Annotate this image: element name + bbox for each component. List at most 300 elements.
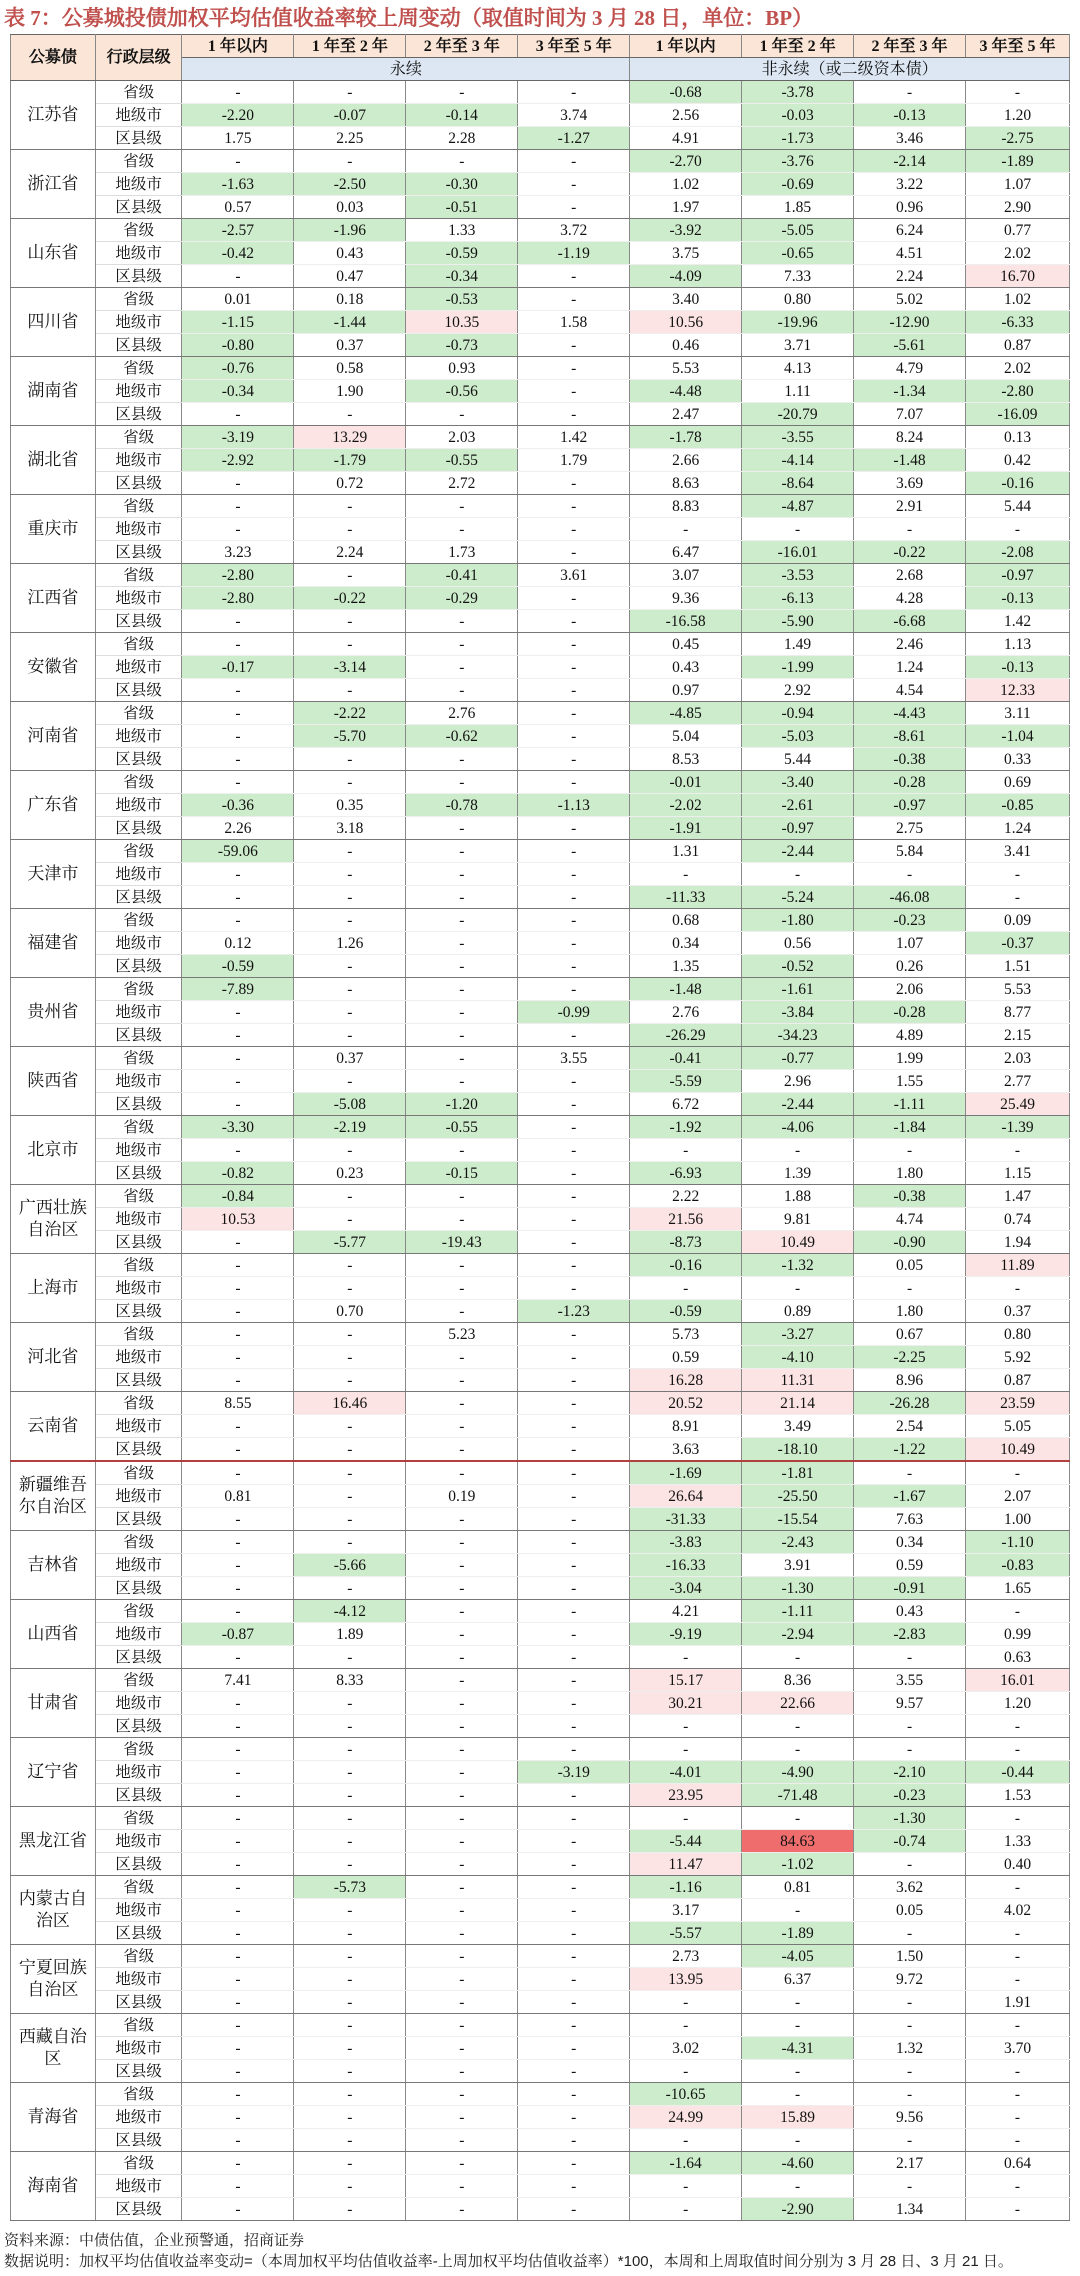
value-cell: - bbox=[182, 2037, 294, 2060]
value-cell: -2.70 bbox=[630, 150, 742, 173]
value-cell: - bbox=[182, 1231, 294, 1254]
value-cell: -0.74 bbox=[854, 1830, 966, 1853]
level-label: 省级 bbox=[95, 771, 182, 794]
level-label: 区县级 bbox=[95, 748, 182, 771]
value-cell: 2.46 bbox=[854, 633, 966, 656]
level-label: 省级 bbox=[95, 840, 182, 863]
value-cell: - bbox=[182, 2060, 294, 2083]
value-cell: - bbox=[854, 1139, 966, 1162]
value-cell: - bbox=[518, 2152, 630, 2175]
value-cell: - bbox=[518, 1646, 630, 1669]
value-cell: - bbox=[742, 518, 854, 541]
value-cell: 3.75 bbox=[630, 242, 742, 265]
value-cell: - bbox=[518, 886, 630, 909]
value-cell: - bbox=[294, 150, 406, 173]
value-cell: -4.85 bbox=[630, 702, 742, 725]
value-cell: -1.34 bbox=[854, 380, 966, 403]
value-cell: -0.36 bbox=[182, 794, 294, 817]
level-label: 省级 bbox=[95, 1323, 182, 1346]
value-cell: -59.06 bbox=[182, 840, 294, 863]
value-cell: - bbox=[294, 771, 406, 794]
value-cell: -1.13 bbox=[518, 794, 630, 817]
value-cell: - bbox=[182, 1277, 294, 1300]
value-cell: - bbox=[294, 1715, 406, 1738]
level-label: 地级市 bbox=[95, 1001, 182, 1024]
value-cell: - bbox=[742, 2129, 854, 2152]
value-cell: - bbox=[406, 1300, 518, 1323]
level-label: 区县级 bbox=[95, 1922, 182, 1945]
level-label: 区县级 bbox=[95, 955, 182, 978]
value-cell: 0.43 bbox=[630, 656, 742, 679]
level-label: 区县级 bbox=[95, 1231, 182, 1254]
value-cell: 0.37 bbox=[294, 1047, 406, 1070]
value-cell: -1.84 bbox=[854, 1116, 966, 1139]
value-cell: 3.69 bbox=[854, 472, 966, 495]
value-cell: -2.22 bbox=[294, 702, 406, 725]
province-name: 福建省 bbox=[11, 909, 96, 978]
value-cell: 1.58 bbox=[518, 311, 630, 334]
value-cell: - bbox=[518, 1531, 630, 1554]
value-cell: - bbox=[406, 1277, 518, 1300]
value-cell: 1.73 bbox=[406, 541, 518, 564]
value-cell: 5.05 bbox=[966, 1415, 1070, 1438]
province-name: 安徽省 bbox=[11, 633, 96, 702]
value-cell: - bbox=[518, 1323, 630, 1346]
value-cell: - bbox=[966, 1968, 1070, 1991]
value-cell: - bbox=[630, 2175, 742, 2198]
value-cell: - bbox=[182, 1646, 294, 1669]
value-cell: -3.78 bbox=[742, 81, 854, 104]
page-title: 表 7：公募城投债加权平均估值收益率较上周变动（取值时间为 3 月 28 日，单位：BP） bbox=[4, 6, 814, 30]
value-cell: - bbox=[966, 81, 1070, 104]
table-row bbox=[11, 1577, 1070, 1600]
value-cell: 1.42 bbox=[518, 426, 630, 449]
value-cell: -0.28 bbox=[854, 771, 966, 794]
value-cell: - bbox=[182, 610, 294, 633]
value-cell: - bbox=[294, 1415, 406, 1438]
value-cell: - bbox=[518, 1231, 630, 1254]
value-cell: - bbox=[182, 518, 294, 541]
value-cell: - bbox=[518, 173, 630, 196]
table-row bbox=[11, 702, 1070, 725]
table-row bbox=[11, 1231, 1070, 1254]
value-cell: 26.64 bbox=[630, 1485, 742, 1508]
value-cell: -0.85 bbox=[966, 794, 1070, 817]
level-label: 区县级 bbox=[95, 2060, 182, 2083]
value-cell: - bbox=[630, 1139, 742, 1162]
value-cell: - bbox=[518, 1600, 630, 1623]
level-label: 省级 bbox=[95, 1116, 182, 1139]
level-label: 地级市 bbox=[95, 173, 182, 196]
value-cell: - bbox=[294, 1323, 406, 1346]
value-cell: 21.56 bbox=[630, 1208, 742, 1231]
province-name: 浙江省 bbox=[11, 150, 96, 219]
value-cell: 9.81 bbox=[742, 1208, 854, 1231]
value-cell: - bbox=[518, 2106, 630, 2129]
table-row bbox=[11, 1162, 1070, 1185]
table-row bbox=[11, 472, 1070, 495]
value-cell: - bbox=[742, 1991, 854, 2014]
level-label: 地级市 bbox=[95, 1554, 182, 1577]
value-cell: -5.24 bbox=[742, 886, 854, 909]
value-cell: -0.01 bbox=[630, 771, 742, 794]
value-cell: 1.24 bbox=[966, 817, 1070, 840]
value-cell: - bbox=[406, 2175, 518, 2198]
province-name: 云南省 bbox=[11, 1392, 96, 1462]
value-cell: - bbox=[182, 1047, 294, 1070]
value-cell: - bbox=[406, 909, 518, 932]
value-cell: - bbox=[294, 1853, 406, 1876]
value-cell: 0.64 bbox=[966, 2152, 1070, 2175]
value-cell: 0.37 bbox=[966, 1300, 1070, 1323]
value-cell: - bbox=[406, 1508, 518, 1531]
value-cell: - bbox=[406, 1254, 518, 1277]
table-row bbox=[11, 1047, 1070, 1070]
value-cell: - bbox=[406, 1139, 518, 1162]
value-cell: 0.05 bbox=[854, 1254, 966, 1277]
value-cell: - bbox=[518, 2037, 630, 2060]
value-cell: 3.74 bbox=[518, 104, 630, 127]
value-cell: - bbox=[966, 1876, 1070, 1899]
value-cell: - bbox=[294, 1922, 406, 1945]
level-label: 区县级 bbox=[95, 1162, 182, 1185]
table-row bbox=[11, 1807, 1070, 1830]
value-cell: 2.90 bbox=[966, 196, 1070, 219]
value-cell: 0.77 bbox=[966, 219, 1070, 242]
level-label: 地级市 bbox=[95, 1761, 182, 1784]
value-cell: 0.42 bbox=[966, 449, 1070, 472]
province-name: 上海市 bbox=[11, 1254, 96, 1323]
value-cell: - bbox=[966, 1461, 1070, 1485]
value-cell: 0.93 bbox=[406, 357, 518, 380]
value-cell: - bbox=[406, 1715, 518, 1738]
value-cell: 4.89 bbox=[854, 1024, 966, 1047]
level-label: 省级 bbox=[95, 495, 182, 518]
value-cell: - bbox=[518, 403, 630, 426]
value-cell: - bbox=[182, 1300, 294, 1323]
value-cell: 2.66 bbox=[630, 449, 742, 472]
table-row bbox=[11, 932, 1070, 955]
value-cell: - bbox=[182, 1254, 294, 1277]
value-cell: - bbox=[966, 863, 1070, 886]
value-cell: -2.25 bbox=[854, 1346, 966, 1369]
value-cell: - bbox=[294, 1945, 406, 1968]
value-cell: - bbox=[966, 1277, 1070, 1300]
table-row bbox=[11, 656, 1070, 679]
value-cell: 0.45 bbox=[630, 633, 742, 656]
value-cell: - bbox=[518, 1415, 630, 1438]
value-cell: - bbox=[406, 2060, 518, 2083]
value-cell: 6.37 bbox=[742, 1968, 854, 1991]
data-note: 数据说明：加权平均估值收益率变动=（本周加权平均估值收益率-上周加权平均估值收益率）*100，本周和上周取值时间分别为 3 月 28 日、3 月 21 日。 bbox=[4, 2253, 1013, 2270]
value-cell: 5.44 bbox=[966, 495, 1070, 518]
level-label: 区县级 bbox=[95, 1646, 182, 1669]
value-cell: - bbox=[294, 1024, 406, 1047]
value-cell: 8.55 bbox=[182, 1392, 294, 1415]
value-cell: - bbox=[854, 2083, 966, 2106]
table-row bbox=[11, 219, 1070, 242]
value-cell: 2.22 bbox=[630, 1185, 742, 1208]
value-cell: 3.46 bbox=[854, 127, 966, 150]
value-cell: 0.89 bbox=[742, 1300, 854, 1323]
value-cell: - bbox=[182, 1991, 294, 2014]
province-name: 陕西省 bbox=[11, 1047, 96, 1116]
value-cell: - bbox=[630, 1807, 742, 1830]
value-cell: -3.19 bbox=[182, 426, 294, 449]
table-row bbox=[11, 1485, 1070, 1508]
value-cell: - bbox=[406, 1830, 518, 1853]
value-cell: -1.19 bbox=[518, 242, 630, 265]
value-cell: - bbox=[518, 955, 630, 978]
value-cell: -0.34 bbox=[182, 380, 294, 403]
value-cell: - bbox=[518, 380, 630, 403]
value-cell: - bbox=[518, 2083, 630, 2106]
value-cell: -2.57 bbox=[182, 219, 294, 242]
value-cell: 0.33 bbox=[966, 748, 1070, 771]
value-cell: - bbox=[182, 1093, 294, 1116]
value-cell: -1.48 bbox=[630, 978, 742, 1001]
value-cell: - bbox=[182, 472, 294, 495]
value-cell: -0.28 bbox=[854, 1001, 966, 1024]
value-cell: - bbox=[742, 1738, 854, 1761]
table-row bbox=[11, 2175, 1070, 2198]
level-label: 省级 bbox=[95, 2152, 182, 2175]
value-cell: - bbox=[406, 1784, 518, 1807]
value-cell: - bbox=[294, 1807, 406, 1830]
level-label: 省级 bbox=[95, 357, 182, 380]
col-header-period: 1 年以内 bbox=[630, 35, 742, 58]
value-cell: - bbox=[966, 2060, 1070, 2083]
province-name: 内蒙古自治区 bbox=[11, 1876, 96, 1945]
value-cell: 3.91 bbox=[742, 1554, 854, 1577]
value-cell: 0.87 bbox=[966, 334, 1070, 357]
value-cell: -5.44 bbox=[630, 1830, 742, 1853]
value-cell: 8.36 bbox=[742, 1669, 854, 1692]
value-cell: - bbox=[294, 633, 406, 656]
table-row bbox=[11, 196, 1070, 219]
level-label: 区县级 bbox=[95, 265, 182, 288]
value-cell: - bbox=[742, 2060, 854, 2083]
value-cell: - bbox=[406, 1531, 518, 1554]
value-cell: - bbox=[966, 2129, 1070, 2152]
value-cell: - bbox=[182, 1001, 294, 1024]
value-cell: - bbox=[966, 1600, 1070, 1623]
level-label: 地级市 bbox=[95, 587, 182, 610]
value-cell: 4.54 bbox=[854, 679, 966, 702]
table-row bbox=[11, 265, 1070, 288]
level-label: 地级市 bbox=[95, 104, 182, 127]
value-cell: - bbox=[630, 2129, 742, 2152]
value-cell: 0.37 bbox=[294, 334, 406, 357]
value-cell: 1.89 bbox=[294, 1623, 406, 1646]
level-label: 区县级 bbox=[95, 886, 182, 909]
level-label: 区县级 bbox=[95, 1991, 182, 2014]
value-cell: 1.65 bbox=[966, 1577, 1070, 1600]
value-cell: - bbox=[406, 886, 518, 909]
value-cell: -1.11 bbox=[854, 1093, 966, 1116]
table-row bbox=[11, 863, 1070, 886]
level-label: 区县级 bbox=[95, 610, 182, 633]
value-cell: -0.80 bbox=[182, 334, 294, 357]
value-cell: - bbox=[518, 196, 630, 219]
table-row bbox=[11, 610, 1070, 633]
value-cell: -2.92 bbox=[182, 449, 294, 472]
value-cell: -3.14 bbox=[294, 656, 406, 679]
value-cell: - bbox=[406, 1899, 518, 1922]
level-label: 省级 bbox=[95, 1185, 182, 1208]
table-row bbox=[11, 380, 1070, 403]
value-cell: - bbox=[854, 1277, 966, 1300]
value-cell: 0.09 bbox=[966, 909, 1070, 932]
level-label: 省级 bbox=[95, 1738, 182, 1761]
value-cell: - bbox=[294, 2037, 406, 2060]
table-row bbox=[11, 1024, 1070, 1047]
value-cell: 1.20 bbox=[966, 104, 1070, 127]
col-header-level: 行政层级 bbox=[95, 35, 182, 81]
value-cell: - bbox=[406, 1415, 518, 1438]
table-row bbox=[11, 1738, 1070, 1761]
value-cell: 20.52 bbox=[630, 1392, 742, 1415]
value-cell: - bbox=[294, 2106, 406, 2129]
level-label: 区县级 bbox=[95, 1577, 182, 1600]
value-cell: - bbox=[630, 1991, 742, 2014]
value-cell: - bbox=[518, 472, 630, 495]
value-cell: - bbox=[182, 702, 294, 725]
value-cell: -5.57 bbox=[630, 1922, 742, 1945]
value-cell: - bbox=[518, 1669, 630, 1692]
value-cell: 16.28 bbox=[630, 1369, 742, 1392]
value-cell: - bbox=[518, 2198, 630, 2221]
value-cell: - bbox=[182, 1438, 294, 1462]
value-cell: - bbox=[406, 1692, 518, 1715]
value-cell: - bbox=[518, 1093, 630, 1116]
value-cell: -8.73 bbox=[630, 1231, 742, 1254]
value-cell: 3.61 bbox=[518, 564, 630, 587]
value-cell: - bbox=[518, 702, 630, 725]
value-cell: - bbox=[294, 886, 406, 909]
value-cell: 2.17 bbox=[854, 2152, 966, 2175]
value-cell: - bbox=[518, 1899, 630, 1922]
value-cell: 0.99 bbox=[966, 1623, 1070, 1646]
value-cell: - bbox=[518, 1830, 630, 1853]
table-row bbox=[11, 909, 1070, 932]
value-cell: -16.33 bbox=[630, 1554, 742, 1577]
value-cell: - bbox=[406, 1991, 518, 2014]
table-row bbox=[11, 1692, 1070, 1715]
value-cell: -4.87 bbox=[742, 495, 854, 518]
value-cell: 0.81 bbox=[182, 1485, 294, 1508]
value-cell: 2.54 bbox=[854, 1415, 966, 1438]
value-cell: - bbox=[518, 840, 630, 863]
value-cell: -6.13 bbox=[742, 587, 854, 610]
value-cell: 0.57 bbox=[182, 196, 294, 219]
value-cell: 6.24 bbox=[854, 219, 966, 242]
value-cell: -3.83 bbox=[630, 1531, 742, 1554]
value-cell: -1.04 bbox=[966, 725, 1070, 748]
value-cell: - bbox=[518, 1277, 630, 1300]
value-cell: - bbox=[406, 1001, 518, 1024]
value-cell: - bbox=[406, 817, 518, 840]
value-cell: -8.64 bbox=[742, 472, 854, 495]
table-row bbox=[11, 886, 1070, 909]
value-cell: 21.14 bbox=[742, 1392, 854, 1415]
value-cell: - bbox=[294, 978, 406, 1001]
table-row bbox=[11, 633, 1070, 656]
value-cell: 8.96 bbox=[854, 1369, 966, 1392]
col-header-period: 2 年至 3 年 bbox=[854, 35, 966, 58]
value-cell: - bbox=[406, 1070, 518, 1093]
value-cell: -1.39 bbox=[966, 1116, 1070, 1139]
value-cell: 25.49 bbox=[966, 1093, 1070, 1116]
table-row bbox=[11, 2152, 1070, 2175]
value-cell: - bbox=[294, 2152, 406, 2175]
value-cell: 9.56 bbox=[854, 2106, 966, 2129]
value-cell: 1.50 bbox=[854, 1945, 966, 1968]
level-label: 地级市 bbox=[95, 1968, 182, 1991]
value-cell: -2.80 bbox=[966, 380, 1070, 403]
value-cell: 0.80 bbox=[966, 1323, 1070, 1346]
value-cell: 23.59 bbox=[966, 1392, 1070, 1415]
value-cell: -0.14 bbox=[406, 104, 518, 127]
value-cell: - bbox=[966, 1945, 1070, 1968]
value-cell: -1.89 bbox=[966, 150, 1070, 173]
value-cell: 9.36 bbox=[630, 587, 742, 610]
table-row bbox=[11, 1070, 1070, 1093]
value-cell: - bbox=[182, 2014, 294, 2037]
value-cell: - bbox=[294, 1830, 406, 1853]
table-row bbox=[11, 334, 1070, 357]
level-label: 区县级 bbox=[95, 127, 182, 150]
level-label: 省级 bbox=[95, 702, 182, 725]
level-label: 区县级 bbox=[95, 2129, 182, 2152]
value-cell: - bbox=[406, 2198, 518, 2221]
value-cell: - bbox=[406, 978, 518, 1001]
value-cell: 0.43 bbox=[854, 1600, 966, 1623]
value-cell: -5.90 bbox=[742, 610, 854, 633]
value-cell: -2.10 bbox=[854, 1761, 966, 1784]
value-cell: -2.20 bbox=[182, 104, 294, 127]
value-cell: -0.42 bbox=[182, 242, 294, 265]
value-cell: -6.33 bbox=[966, 311, 1070, 334]
value-cell: - bbox=[294, 2060, 406, 2083]
value-cell: 2.47 bbox=[630, 403, 742, 426]
value-cell: - bbox=[294, 1761, 406, 1784]
value-cell: - bbox=[406, 932, 518, 955]
value-cell: - bbox=[630, 863, 742, 886]
value-cell: - bbox=[742, 1277, 854, 1300]
value-cell: - bbox=[518, 1554, 630, 1577]
value-cell: - bbox=[518, 1692, 630, 1715]
value-cell: - bbox=[518, 656, 630, 679]
value-cell: - bbox=[518, 288, 630, 311]
value-cell: - bbox=[182, 2175, 294, 2198]
value-cell: - bbox=[182, 725, 294, 748]
value-cell: - bbox=[518, 1968, 630, 1991]
value-cell: 1.42 bbox=[966, 610, 1070, 633]
value-cell: -18.10 bbox=[742, 1438, 854, 1462]
value-cell: 0.35 bbox=[294, 794, 406, 817]
value-cell: 2.02 bbox=[966, 242, 1070, 265]
value-cell: 3.72 bbox=[518, 219, 630, 242]
value-cell: 3.07 bbox=[630, 564, 742, 587]
value-cell: - bbox=[294, 1692, 406, 1715]
value-cell: - bbox=[182, 1554, 294, 1577]
value-cell: 5.84 bbox=[854, 840, 966, 863]
table-row bbox=[11, 104, 1070, 127]
value-cell: -4.05 bbox=[742, 1945, 854, 1968]
value-cell: - bbox=[742, 863, 854, 886]
col-header-period: 1 年以内 bbox=[182, 35, 294, 58]
